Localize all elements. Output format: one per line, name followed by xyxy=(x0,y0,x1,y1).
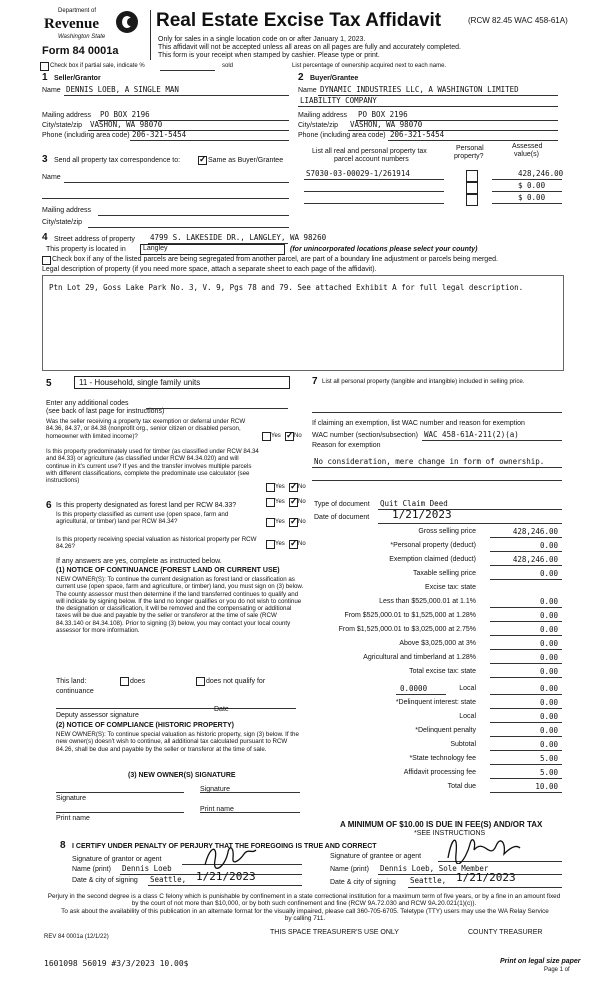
partial-sale-label: Check box if partial sale, indicate % xyxy=(50,63,145,69)
perjury-statement: Perjury in the second degree is a class C felony which is punishable by confinement in a state correctional institution for a maximum term of five years, or by a fine in an amount fixed by the court of not more than $10,000, or by both such confinement and fine (RCW 9A.72.030 and RCW 9A.20.021(1)(c)). xyxy=(47,893,561,908)
legal-description-text: Ptn Lot 29, Goss Lake Park No. 3, V. 9, Pgs 78 and 79. See attached Exhibit A for full legal description. xyxy=(49,283,524,292)
seller-heading: Seller/Grantor xyxy=(54,75,101,82)
personal-property-checkbox-1[interactable] xyxy=(466,170,478,182)
seller-city-label: City/state/zip xyxy=(42,122,83,129)
see-instructions: *SEE INSTRUCTIONS xyxy=(414,830,486,837)
new-owner-signature-heading: (3) NEW OWNER(S) SIGNATURE xyxy=(128,772,236,779)
tax-row-label: Gross selling price xyxy=(418,528,476,535)
header-note-1: Only for sales in a single location code on or after January 1, 2023. xyxy=(158,36,366,43)
revision-label: REV 84 0001a (12/1/22) xyxy=(44,934,109,940)
seller-name-label: Name xyxy=(42,87,61,94)
timber-question: Is this property predominately used for timber (as classified under RCW 84.34 and 84.33) or agriculture (as classified under RCW 84.34.020) and will continue in it's current use? If yes and the transfer involves multiple parcels with different classifications, complete the predominate use calculator (see instructions) xyxy=(46,448,259,485)
exemption-yes-checkbox[interactable] xyxy=(262,432,271,441)
current-use-no-checkbox[interactable] xyxy=(289,518,298,527)
fee-row-value[interactable]: 0.00 xyxy=(539,712,558,721)
fee-row-label: Local xyxy=(459,713,476,720)
does-qualify-checkbox[interactable] xyxy=(120,677,129,686)
compliance-text: NEW OWNER(S): To continue special valuation as historic property, sign (3) below. If the new owner(s) doesn't wish to continue, all additional tax calculated pursuant to RCW 84.26, shall be due and payable by the seller or transferor at the time of sale. xyxy=(56,731,299,753)
grantee-name[interactable]: Dennis Loeb, Sole Member xyxy=(380,864,489,873)
exemption-reason[interactable]: No consideration, mere change in form of ownership. xyxy=(314,457,545,466)
corr-city-label: City/state/zip xyxy=(42,219,83,226)
seller-phone-label: Phone (including area code) xyxy=(42,132,130,139)
historic-yes-label: Yes xyxy=(275,541,285,547)
seller-mail[interactable]: PO BOX 2196 xyxy=(100,110,150,119)
fee-row-label: Total due xyxy=(447,783,476,790)
segregated-checkbox[interactable] xyxy=(42,256,51,265)
exemption-question: Was the seller receiving a property tax exemption or deferral under RCW 84.36, 84.37, or 84.38 (nonprofit org., senior citizen or disabled person, homeowner with limited income)? xyxy=(46,418,246,440)
corr-city-field[interactable] xyxy=(88,227,289,228)
corr-name-label: Name xyxy=(42,174,61,181)
additional-codes-instructions: (see back of last page for instructions) xyxy=(46,408,165,415)
continuance-label: continuance xyxy=(56,688,94,695)
section-4-number: 4 xyxy=(42,232,48,243)
section-3-number: 3 xyxy=(42,154,48,165)
personal-header-1: Personal xyxy=(456,145,484,152)
land-use-code-select[interactable] xyxy=(74,376,290,389)
tax-row-value[interactable]: 0.00 xyxy=(539,611,558,620)
exemption-no-checkbox[interactable] xyxy=(285,432,294,441)
partial-sale-checkbox[interactable] xyxy=(40,62,49,71)
buyer-mail[interactable]: PO BOX 2196 xyxy=(358,110,408,119)
current-use-yes-label: Yes xyxy=(275,519,285,525)
header-note-2: This affidavit will not be accepted unless all areas on all pages are fully and accurately completed. xyxy=(158,44,461,51)
exemption-claim-label: If claiming an exemption, list WAC number and reason for exemption xyxy=(312,420,525,427)
additional-codes-label: Enter any additional codes xyxy=(46,400,129,407)
buyer-city[interactable]: VASHON, WA 98070 xyxy=(350,120,423,129)
fee-row-value[interactable]: 0.00 xyxy=(539,740,558,749)
page-number: Page 1 of xyxy=(544,967,570,973)
header-note-3: This form is your receipt when stamped by cashier. Please type or print. xyxy=(158,52,380,59)
sold-label: sold xyxy=(222,63,234,69)
tax-row-label: Total excise tax: state xyxy=(409,668,476,675)
tax-row-value[interactable]: 428,246.00 xyxy=(512,555,558,564)
personal-property-checkbox-2[interactable] xyxy=(466,182,478,194)
current-use-question: Is this property classified as current use (open space, farm and agricultural, or timber) land per RCW 84.34? xyxy=(56,511,229,526)
new-owner-signature-1[interactable] xyxy=(56,792,184,793)
located-note: (for unincorporated locations please select your county) xyxy=(290,246,478,253)
ada-statement: To ask about the availability of this publication in an alternate format for the visually impaired, please call 360-705-6705. Teletype (TTY) users may use the WA Relay Service by calling 711. xyxy=(61,908,549,923)
historic-question: Is this property receiving special valuation as historical property per RCW 84.26? xyxy=(56,536,257,551)
grantee-name-label: Name (print) xyxy=(330,866,369,873)
same-as-buyer-label: Same as Buyer/Grantee xyxy=(208,157,284,164)
seller-mail-label: Mailing address xyxy=(42,112,92,119)
does-not-qualify-checkbox[interactable] xyxy=(196,677,205,686)
exemption-no-label: No xyxy=(294,433,302,439)
this-land-label: This land: xyxy=(56,678,87,685)
seller-name[interactable]: DENNIS LOEB, A SINGLE MAN xyxy=(66,85,179,94)
personal-property-checkbox-3[interactable] xyxy=(466,194,478,206)
corr-mail-field[interactable] xyxy=(98,215,289,216)
tax-row-label: From $525,000.01 to $1,525,000 at 1.28% xyxy=(344,612,476,619)
new-owner-print-label-2: Print name xyxy=(200,806,234,813)
corr-mail-label: Mailing address xyxy=(42,207,92,214)
timber-no-checkbox[interactable] xyxy=(289,483,298,492)
buyer-phone[interactable]: 206-321-5454 xyxy=(390,130,445,139)
grantor-city[interactable]: Seattle, xyxy=(150,875,187,884)
grantor-date[interactable]: 1/21/2023 xyxy=(196,870,256,883)
fee-row-value[interactable]: 5.00 xyxy=(539,768,558,777)
fee-row-label: Subtotal xyxy=(450,741,476,748)
section-7-number: 7 xyxy=(312,376,318,387)
grantor-signature-label: Signature of grantor or agent xyxy=(72,856,162,863)
fee-row-value[interactable]: 5.00 xyxy=(539,754,558,763)
forest-yes-label: Yes xyxy=(275,499,285,505)
partial-sale-line[interactable] xyxy=(160,70,215,71)
location-select[interactable] xyxy=(140,244,285,255)
parcel-number-1[interactable]: S7030-03-00029-1/261914 xyxy=(306,169,410,178)
tax-row-label: From $1,525,000.01 to $3,025,000 at 2.75% xyxy=(338,626,476,633)
current-use-yes-checkbox[interactable] xyxy=(266,518,275,527)
form-number: Form 84 0001a xyxy=(42,45,119,57)
tax-row-value[interactable]: 0.00 xyxy=(539,653,558,662)
grantee-date-label: Date & city of signing xyxy=(330,879,396,886)
fee-row-label: Affidavit processing fee xyxy=(403,769,476,776)
continuance-text: NEW OWNER(S): To continue the current designation as forest land or classification as current use (open space, farm and agriculture, or timber) land, you must sign on (3) below. The county assessor must then determine if the land transferred continues to qualify and will indicate by signing below. If the land no longer qualifies or you do not wish to continue the designation or classification, it will be removed and the compensating or additional taxes will be due and payable by the seller or transferor at the time of sale (RCW 84.33.140 or 84.34.108). Prior to signing (3) below, you may contact your local county assessor for more information. xyxy=(56,576,304,635)
property-street[interactable]: 4799 S. LAKESIDE DR., LANGLEY, WA 98260 xyxy=(150,233,327,242)
deputy-signature-field[interactable] xyxy=(56,708,296,709)
section-8-number: 8 xyxy=(60,840,66,851)
seller-phone[interactable]: 206-321-5454 xyxy=(132,130,187,139)
recording-stamp: 1601098 56019 #3/3/2023 10.00$ xyxy=(44,959,189,968)
does-label: does xyxy=(130,678,146,685)
personal-property-label: List all personal property (tangible and intangible) included in selling price. xyxy=(322,378,525,385)
document-date-label: Date of document xyxy=(314,514,370,521)
additional-codes-field[interactable] xyxy=(146,408,288,409)
corr-name-field[interactable] xyxy=(64,182,289,183)
rcw-reference: (RCW 82.45 WAC 458-61A) xyxy=(468,16,568,25)
tax-row-value[interactable]: 0.00 xyxy=(539,625,558,634)
parcel-header-2: parcel account numbers xyxy=(334,156,409,163)
located-label: This property is located in xyxy=(46,246,126,253)
fee-row-value[interactable]: 0.00 xyxy=(539,698,558,707)
compliance-heading: (2) NOTICE OF COMPLIANCE (HISTORIC PROPERTY) xyxy=(56,722,234,729)
local-value[interactable]: 0.00 xyxy=(539,684,558,693)
historic-yes-checkbox[interactable] xyxy=(266,540,275,549)
document-type-label: Type of document xyxy=(314,501,370,508)
tax-row-value[interactable]: 0.00 xyxy=(539,667,558,676)
seller-city[interactable]: VASHON, WA 98070 xyxy=(90,120,163,129)
ownership-note: List percentage of ownership acquired next to each name. xyxy=(292,63,447,69)
buyer-heading: Buyer/Grantee xyxy=(310,75,359,82)
forest-no-checkbox[interactable] xyxy=(289,498,298,507)
reason-label: Reason for exemption xyxy=(312,442,381,449)
grantor-name-label: Name (print) xyxy=(72,866,111,873)
buyer-phone-label: Phone (including area code) xyxy=(298,132,386,139)
exemption-yes-label: Yes xyxy=(271,433,281,439)
deputy-signature-label: Deputy assessor signature xyxy=(56,712,139,719)
buyer-city-label: City/state/zip xyxy=(298,122,339,129)
fee-row-value[interactable]: 10.00 xyxy=(535,782,558,791)
tax-row-value[interactable]: 0.00 xyxy=(539,569,558,578)
segregated-label: Check box if any of the listed parcels are being segregated from another parcel, are part of a boundary line adjustment or parcels being merged. xyxy=(52,256,498,263)
assessed-header-2: value(s) xyxy=(514,151,539,158)
grantee-signature-icon xyxy=(444,830,524,864)
location-value: Langley xyxy=(143,245,168,252)
county-treasurer-label: COUNTY TREASURER xyxy=(468,929,543,936)
fee-row-label: *Delinquent interest: state xyxy=(395,699,476,706)
timber-no-label: No xyxy=(298,484,306,490)
buyer-name-label: Name xyxy=(298,87,317,94)
grantor-name[interactable]: Dennis Loeb xyxy=(122,864,172,873)
tax-row-label: Taxable selling price xyxy=(412,570,476,577)
parcel-header-1: List all real and personal property tax xyxy=(312,148,427,155)
forest-land-question: Is this property designated as forest land per RCW 84.33? xyxy=(56,502,237,509)
certification-statement: I CERTIFY UNDER PENALTY OF PERJURY THAT THE FOREGOING IS TRUE AND CORRECT xyxy=(72,843,377,850)
tax-row-label: Agricultural and timberland at 1.28% xyxy=(363,654,476,661)
correspondence-label: Send all property tax correspondence to: xyxy=(54,157,181,164)
assessed-value-3[interactable]: $ 0.00 xyxy=(518,193,546,202)
new-owner-signature-label-1: Signature xyxy=(56,795,86,802)
continuance-heading: (1) NOTICE OF CONTINUANCE (FOREST LAND OR CURRENT USE) xyxy=(56,567,280,574)
legal-description-label: Legal description of property (if you need more space, attach a separate sheet to each page of the affidavit). xyxy=(42,266,377,273)
forest-no-label: No xyxy=(298,499,306,505)
buyer-mail-label: Mailing address xyxy=(298,112,348,119)
grantee-date[interactable]: 1/21/2023 xyxy=(456,871,516,884)
assessed-value-1[interactable]: 428,246.00 xyxy=(518,169,564,178)
buyer-name-line-1[interactable]: DYNAMIC INDUSTRIES LLC, A WASHINGTON LIMITED xyxy=(320,85,519,94)
tax-row-value[interactable]: 0.00 xyxy=(539,597,558,606)
tax-row-label: Above $3,025,000 at 3% xyxy=(399,640,476,647)
historic-no-label: No xyxy=(298,541,306,547)
dept-label: Department of xyxy=(58,8,97,14)
tax-row-value[interactable]: 0.00 xyxy=(539,639,558,648)
timber-yes-label: Yes xyxy=(275,484,285,490)
assessed-header-1: Assessed xyxy=(512,143,543,150)
timber-yes-checkbox[interactable] xyxy=(266,483,275,492)
document-date[interactable]: 1/21/2023 xyxy=(392,508,452,521)
tax-row-label: *Personal property (deduct) xyxy=(390,542,476,549)
assessed-value-2[interactable]: $ 0.00 xyxy=(518,181,546,190)
new-owner-print-1[interactable] xyxy=(56,812,184,813)
same-as-buyer-checkbox[interactable] xyxy=(198,156,207,165)
section-5-number: 5 xyxy=(46,378,52,389)
form-title: Real Estate Excise Tax Affidavit xyxy=(156,10,442,31)
street-label: Street address of property xyxy=(54,236,135,243)
wac-label: WAC number (section/subsection) xyxy=(312,432,418,439)
minimum-due-notice: A MINIMUM OF $10.00 IS DUE IN FEE(S) AND/OR TAX xyxy=(340,820,543,829)
section-1-number: 1 xyxy=(42,72,48,83)
tax-row-label: Excise tax: state xyxy=(425,584,476,591)
local-label: Local xyxy=(459,685,476,692)
dor-logo-icon xyxy=(116,11,138,33)
current-use-no-label: No xyxy=(298,519,306,525)
buyer-name-line-2[interactable]: LIABILITY COMPANY xyxy=(300,96,377,105)
legal-size-note: Print on legal size paper xyxy=(500,958,581,965)
forest-yes-checkbox[interactable] xyxy=(266,498,275,507)
does-not-label: does not qualify for xyxy=(206,678,266,685)
tax-row-value[interactable]: 0.00 xyxy=(539,541,558,550)
land-use-code-value: 11 - Household, single family units xyxy=(79,378,201,387)
historic-no-checkbox[interactable] xyxy=(289,540,298,549)
grantor-signature-icon xyxy=(200,840,260,870)
legal-description-field[interactable] xyxy=(42,275,564,371)
new-owner-signature-label-2: Signature xyxy=(200,786,230,793)
fee-row-value[interactable]: 0.00 xyxy=(539,726,558,735)
section-2-number: 2 xyxy=(298,72,304,83)
personal-property-field[interactable] xyxy=(312,412,562,413)
deputy-date-label: Date xyxy=(214,706,229,713)
document-type[interactable]: Quit Claim Deed xyxy=(380,499,448,508)
fee-row-label: *State technology fee xyxy=(409,755,476,762)
local-rate[interactable]: 0.0000 xyxy=(400,684,428,693)
agency-name: Revenue xyxy=(44,16,99,32)
tax-row-value[interactable]: 428,246.00 xyxy=(512,527,558,536)
section-6-number: 6 xyxy=(46,500,52,511)
grantee-signature-label: Signature of grantee or agent xyxy=(330,853,422,860)
if-yes-note: If any answers are yes, complete as instructed below. xyxy=(56,558,222,565)
tax-row-label: Less than $525,000.01 at 1.1% xyxy=(379,598,476,605)
state-label: Washington State xyxy=(58,34,106,40)
wac-number[interactable]: WAC 458-61A-211(2)(a) xyxy=(424,430,519,439)
tax-row-label: Exemption claimed (deduct) xyxy=(389,556,476,563)
grantor-date-label: Date & city of signing xyxy=(72,877,138,884)
new-owner-print-label-1: Print name xyxy=(56,815,90,822)
fee-row-label: *Delinquent penalty xyxy=(415,727,476,734)
treasurer-use-label: THIS SPACE TREASURER'S USE ONLY xyxy=(270,929,399,936)
grantee-city[interactable]: Seattle, xyxy=(410,876,447,885)
personal-header-2: property? xyxy=(454,153,484,160)
